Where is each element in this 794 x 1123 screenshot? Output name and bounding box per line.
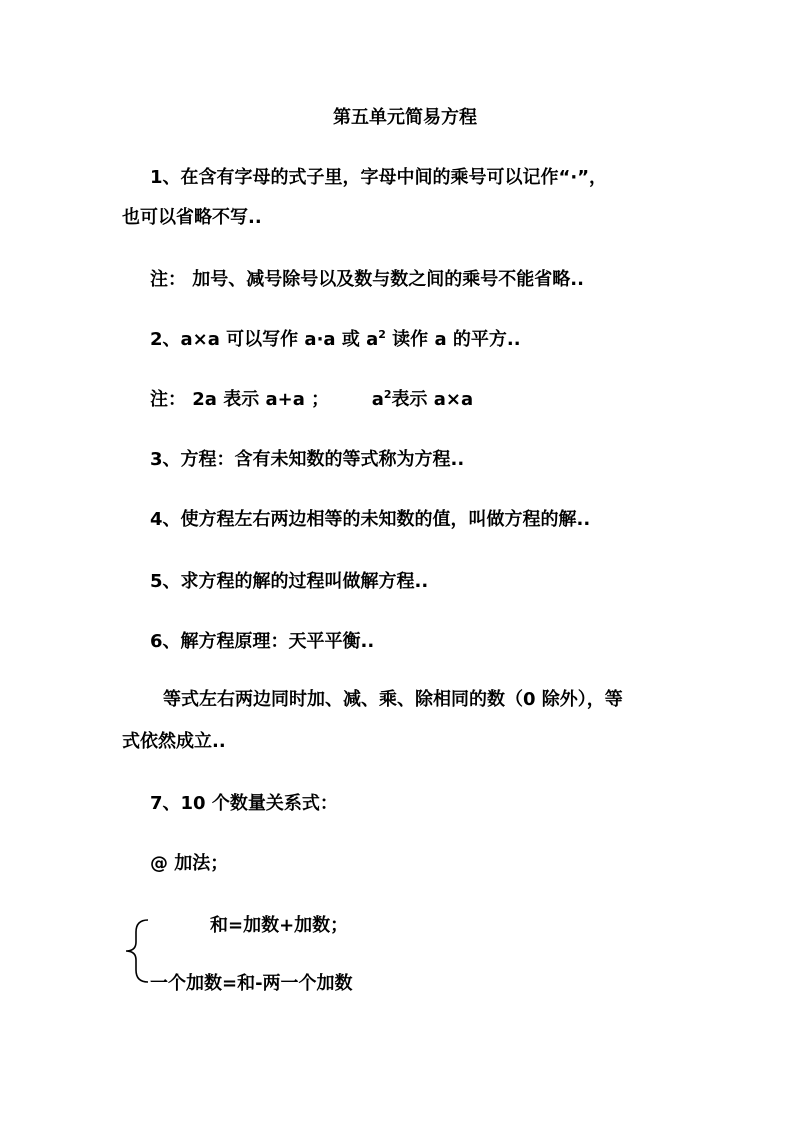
paragraph-7: 7、10 个数量关系式： [150, 793, 338, 814]
note-2-part-b-tail: 表示 a×a [391, 389, 474, 410]
note-2 [150, 388, 473, 412]
paragraph-1-line-2: 也可以省略不写.. [122, 207, 262, 228]
superscript-2b: 2 [383, 388, 392, 401]
paragraph-6: 6、解方程原理：天平平衡.. [150, 631, 375, 652]
paragraph-3: 3、方程：含有未知数的等式称为方程.. [150, 449, 465, 470]
paragraph-2-tail: 读作 a 的平方.. [385, 329, 521, 350]
relation-sum: 和=加数+加数； [210, 915, 349, 936]
paragraph-2 [150, 328, 521, 352]
paragraph-1-line-1: 1、在含有字母的式子里，字母中间的乘号可以记作“·”， [150, 167, 608, 188]
paragraph-2-text: 2、a×a 可以写作 a·a 或 a [150, 329, 379, 350]
paragraph-6-detail-line-2: 式依然成立.. [122, 731, 226, 752]
addition-heading: @ 加法； [150, 853, 229, 874]
superscript-2: 2 [378, 328, 386, 341]
paragraph-6-detail-line-1: 等式左右两边同时加、减、乘、除相同的数（0 除外），等 [163, 689, 623, 710]
note-2-part-b: a [371, 389, 384, 410]
page-title: 第五单元简易方程 [333, 107, 477, 128]
paragraph-4: 4、使方程左右两边相等的未知数的值，叫做方程的解.. [150, 509, 591, 530]
note-1: 注： 加号、减号除号以及数与数之间的乘号不能省略.. [150, 269, 584, 290]
relation-addend: 一个加数=和-两一个加数 [150, 973, 353, 994]
note-2-part-a: 注： 2a 表示 a+a ； [150, 389, 330, 410]
paragraph-5: 5、求方程的解的过程叫做解方程.. [150, 571, 429, 592]
